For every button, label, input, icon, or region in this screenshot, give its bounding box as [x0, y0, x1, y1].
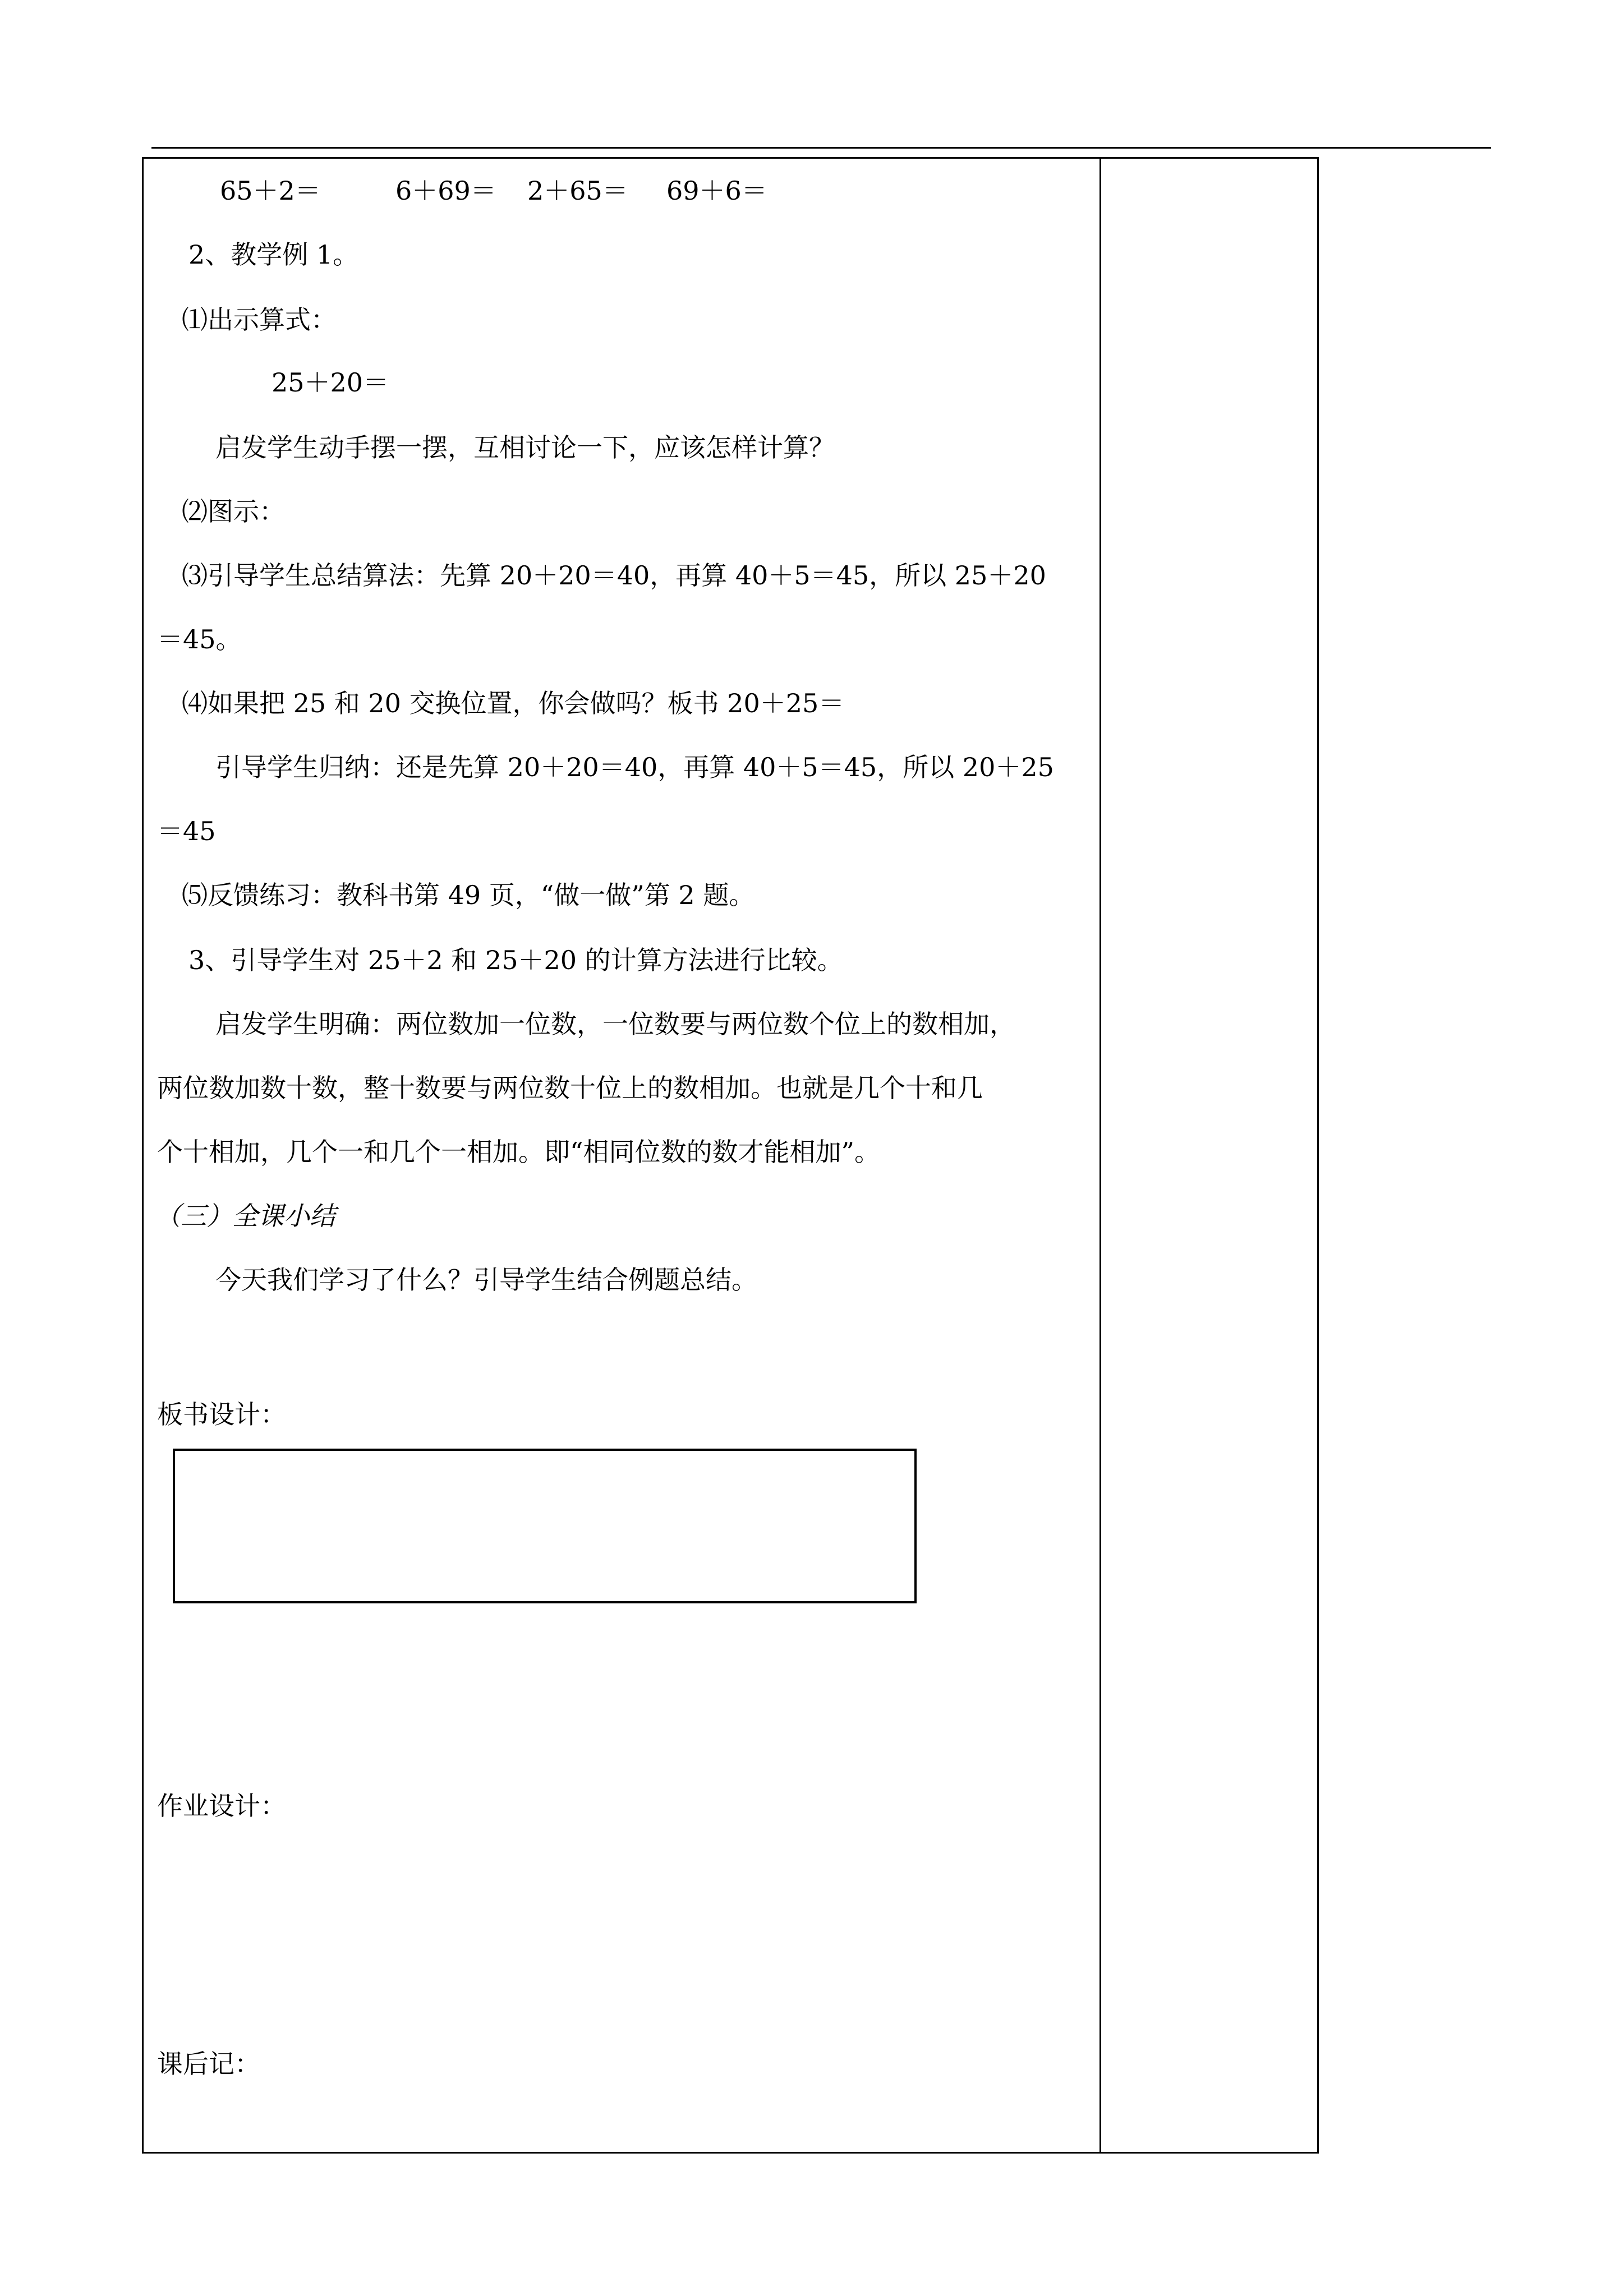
- table-column-divider: [1099, 157, 1101, 2154]
- step-summarize-method: ⑶引导学生总结算法：先算 20＋20＝40，再算 40＋5＝45，所以 25＋20: [182, 560, 1046, 591]
- exercise-1: 65＋2＝: [220, 176, 321, 206]
- formula-25-plus-20: 25＋20＝: [272, 367, 389, 398]
- section-summary-heading: （三）全课小结: [155, 1201, 335, 1231]
- board-design-box: [173, 1449, 917, 1603]
- step-diagram: ⑵图示：: [182, 496, 285, 527]
- compare-line-3: 个十相加，几个一和几个一相加。即“相同位数的数才能相加”。: [157, 1137, 881, 1167]
- induction-method: 引导学生归纳：还是先算 20＋20＝40，再算 40＋5＝45，所以 20＋25: [215, 752, 1054, 782]
- compare-line-2: 两位数加数十数，整十数要与两位数十位上的数相加。也就是几个十和几: [157, 1073, 983, 1103]
- exercise-2: 6＋69＝: [395, 176, 496, 206]
- induction-result: ＝45: [157, 816, 216, 846]
- summary-text: 今天我们学习了什么？引导学生结合例题总结。: [215, 1265, 757, 1295]
- step-show-formula: ⑴出示算式：: [182, 305, 337, 335]
- compare-line-1: 启发学生明确：两位数加一位数，一位数要与两位数个位上的数相加，: [215, 1009, 1015, 1039]
- prompt-discuss: 启发学生动手摆一摆，互相讨论一下，应该怎样计算？: [215, 432, 835, 463]
- section-example-1: 2、教学例 1。: [188, 239, 359, 270]
- step-summarize-result: ＝45。: [157, 624, 242, 654]
- section-compare: 3、引导学生对 25＋2 和 25＋20 的计算方法进行比较。: [188, 945, 843, 975]
- step-swap-question: ⑷如果把 25 和 20 交换位置，你会做吗？板书 20＋25＝: [182, 688, 845, 718]
- after-class-notes-label: 课后记：: [157, 2049, 260, 2079]
- step-feedback-practice: ⑸反馈练习：教科书第 49 页，“做一做”第 2 题。: [182, 880, 755, 910]
- exercise-3: 2＋65＝: [527, 176, 628, 206]
- homework-design-label: 作业设计：: [157, 1791, 286, 1821]
- board-design-label: 板书设计：: [157, 1399, 286, 1430]
- header-rule: [151, 147, 1491, 149]
- exercise-4: 69＋6＝: [666, 176, 767, 206]
